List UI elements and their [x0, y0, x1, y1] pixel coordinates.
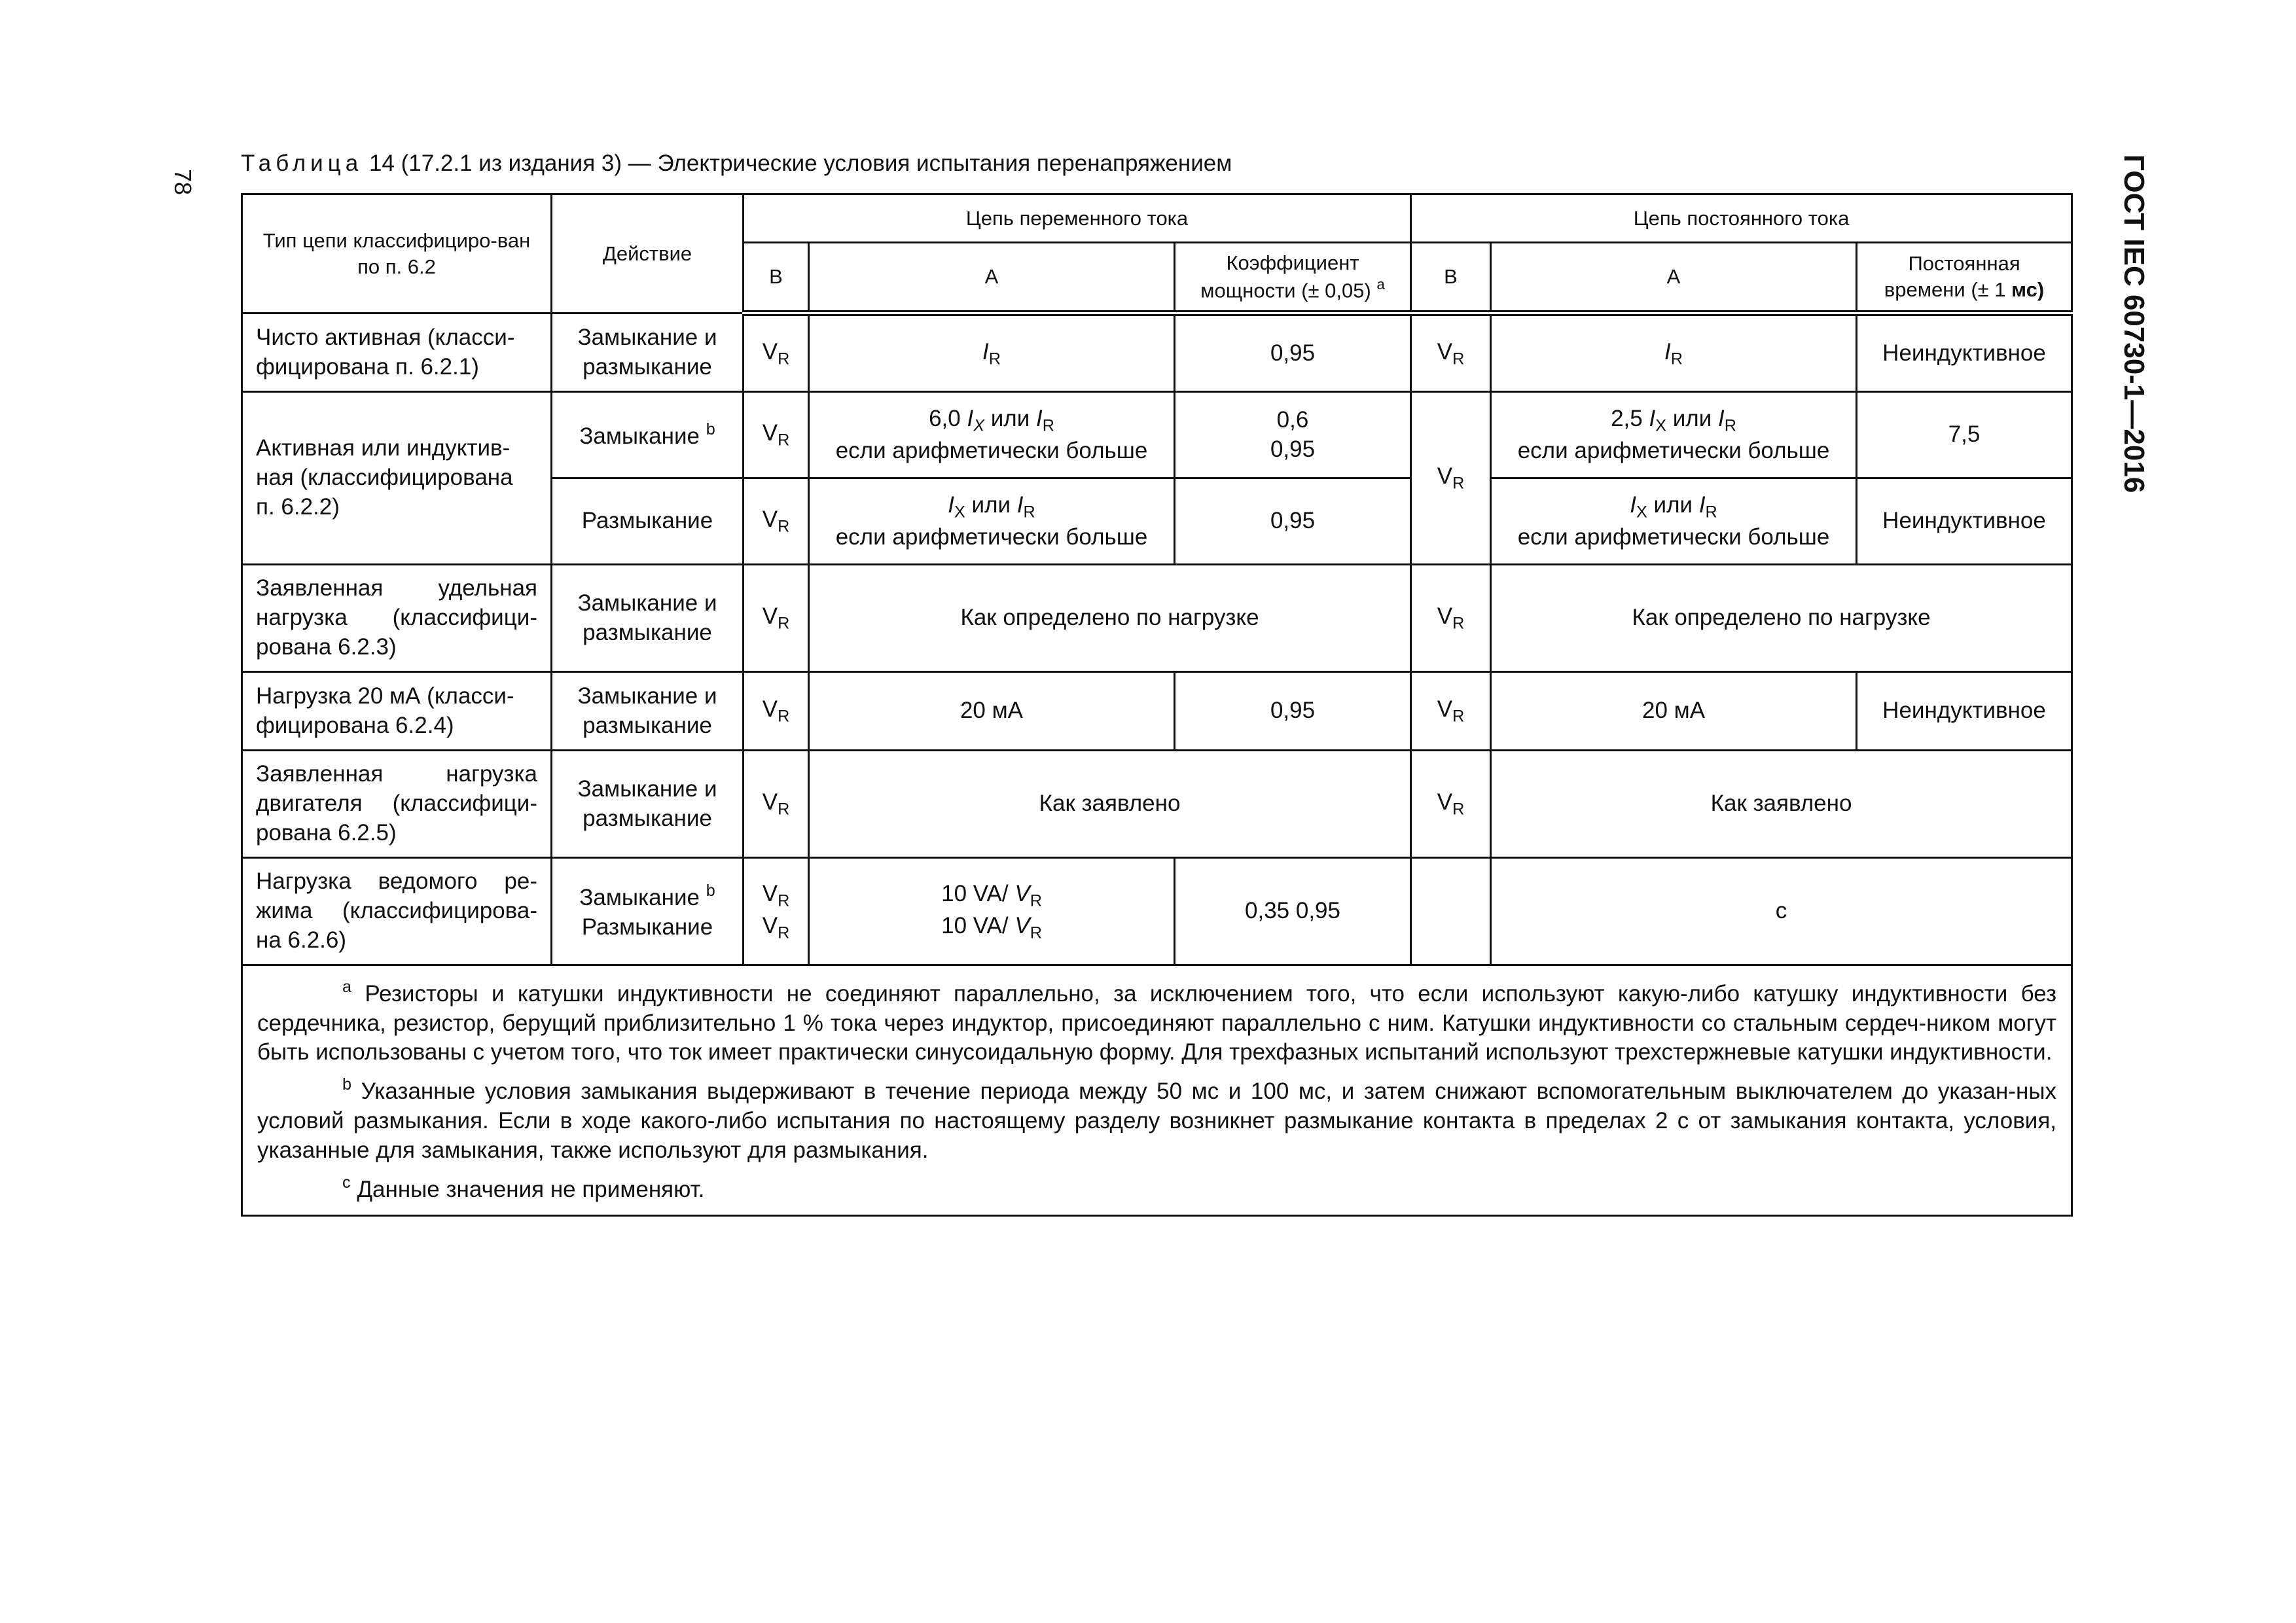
ac-power-factor-cell: 0,95 [1175, 672, 1411, 751]
table-caption [241, 151, 1232, 177]
header-ac-current: А [809, 243, 1175, 313]
ac-current-cell: $I_R$ [809, 313, 1175, 392]
header-dc-voltage: В [1411, 243, 1491, 313]
dc-time-constant-cell: Неиндуктивное [1857, 478, 2072, 565]
dc-current-cell: 2,5 $I_X$ или $I_R$ если арифметически больше [1491, 392, 1857, 478]
ac-voltage-cell: $V_R$ [744, 478, 809, 565]
ac-current-cell: $I_X$ или $I_R$ если арифметически больше [809, 478, 1175, 565]
ac-power-factor-cell: 0,35 0,95 [1175, 858, 1411, 965]
ac-voltage-cell: $V_R$ [744, 672, 809, 751]
header-ac-power-factor [1175, 243, 1411, 313]
action-cell: Замыкание и размыкание [552, 751, 744, 858]
dc-voltage-cell: $V_R$ [1411, 392, 1491, 565]
ac-voltage-cell: $V_R$ [744, 751, 809, 858]
dc-time-constant-cell: Неиндуктивное [1857, 313, 2072, 392]
action-cell: Замыкание и размыкание [552, 313, 744, 392]
ac-current-cell: 20 мА [809, 672, 1175, 751]
dc-current-cell: $I_X$ или $I_R$ если арифметически больше [1491, 478, 1857, 565]
dc-time-constant-cell: 7,5 [1857, 392, 2072, 478]
dc-voltage-cell [1411, 858, 1491, 965]
caption-title: 14 (17.2.1 из издания 3) — Электрические условия испытания перенапряжением [363, 151, 1232, 176]
dc-voltage-cell: $V_R$ [1411, 565, 1491, 672]
action-cell: Замыкание $^b$ Размыкание [552, 858, 744, 965]
table-row [242, 751, 2072, 858]
table-row [242, 672, 2072, 751]
header-ac-circuit: Цепь переменного тока [744, 194, 1411, 243]
header-dc-current: А [1491, 243, 1857, 313]
power-factor-label: Коэффициент мощности (± 0,05) [1200, 251, 1371, 302]
ac-merged-cell: Как заявлено [809, 751, 1411, 858]
footnote-c: $^c$ Данные значения не применяют. [342, 1173, 705, 1202]
table-row [242, 392, 2072, 478]
dc-current-cell: 20 мА [1491, 672, 1857, 751]
circuit-type-cell: Активная или индуктив-ная (классифицирована п. 6.2.2) [242, 392, 552, 565]
footnotes-cell [242, 965, 2072, 1216]
dc-voltage-cell: $V_R$ [1411, 751, 1491, 858]
ac-voltage-cell: $V_R$ [744, 392, 809, 478]
footnote-a: $^a$ Резисторы и катушки индуктивности не соединяют параллельно, за исключением того, что если используют какую-либо катушку индуктивности без сердечника, резистор, берущий приблизительно 1 % тока через индуктор, присоединяют параллельно с ним. Катушки индуктивности со стальным сердеч-ником могут быть использованы с учетом того, что ток имеет практически синусоидальную форму. Для трехфазных испытаний используют трехстержневые катушки индуктивности. [257, 978, 2057, 1065]
table-row [242, 565, 2072, 672]
ac-voltage-cell: $V_R$ [744, 565, 809, 672]
ac-power-factor-cell: 0,95 [1175, 478, 1411, 565]
time-constant-label: Постоянная времени (± 1 [1884, 252, 2020, 301]
circuit-type-cell: Чисто активная (класси-фицирована п. 6.2.1) [242, 313, 552, 392]
circuit-type-cell: Заявленная удельная нагрузка (классифици-рована 6.2.3) [242, 565, 552, 672]
action-cell: Замыкание $^b$ [552, 392, 744, 478]
ac-merged-cell: Как определено по нагрузке [809, 565, 1411, 672]
action-cell: Замыкание и размыкание [552, 672, 744, 751]
footnote-b: $^b$ Указанные условия замыкания выдерживают в течение периода между 50 мс и 100 мс, и затем снижают вспомогательным выключателем до указан-ных условий размыкания. Если в ходе какого-либо испытания по настоящему разделу возникнет размыкание контакта в пределах 2 с от замыкания контакта, условия, указанные для замыкания, также используют для размыкания. [257, 1075, 2057, 1163]
surge-test-table [241, 193, 2073, 1217]
page-number: 78 [170, 169, 196, 196]
ac-current-cell: 10 VA/ $V_R$ 10 VA/ $V_R$ [809, 858, 1175, 965]
ac-power-factor-cell: 0,6 0,95 [1175, 392, 1411, 478]
document-id: ГОСТ IEC 60730-1—2016 [2118, 154, 2150, 493]
ac-power-factor-cell: 0,95 [1175, 313, 1411, 392]
dc-merged-cell: Как заявлено [1491, 751, 2072, 858]
table-row [242, 858, 2072, 965]
header-action: Действие [552, 194, 744, 313]
circuit-type-cell: Заявленная нагрузка двигателя (классифици-рована 6.2.5) [242, 751, 552, 858]
power-factor-footnote-mark: a [1376, 276, 1385, 293]
caption-label: Таблица [241, 151, 363, 176]
table-row [242, 313, 2072, 392]
dc-merged-cell: Как определено по нагрузке [1491, 565, 2072, 672]
header-dc-circuit: Цепь постоянного тока [1411, 194, 2072, 243]
time-constant-unit: мс) [2011, 278, 2045, 301]
dc-merged-cell: с [1491, 858, 2072, 965]
ac-current-cell: 6,0 $I_X$ или $I_R$ если арифметически больше [809, 392, 1175, 478]
dc-voltage-cell: $V_R$ [1411, 313, 1491, 392]
dc-voltage-cell: $V_R$ [1411, 672, 1491, 751]
header-row-1 [242, 194, 2072, 243]
dc-current-cell: $I_R$ [1491, 313, 1857, 392]
action-cell: Замыкание и размыкание [552, 565, 744, 672]
footnotes-row [242, 965, 2072, 1216]
circuit-type-cell: Нагрузка ведомого ре-жима (классифицирова-на 6.2.6) [242, 858, 552, 965]
header-circuit-type: Тип цепи классифициро-ван по п. 6.2 [242, 194, 552, 313]
ac-voltage-cell: $V_R$ [744, 313, 809, 392]
circuit-type-cell: Нагрузка 20 мА (класси-фицирована 6.2.4) [242, 672, 552, 751]
header-dc-time-constant [1857, 243, 2072, 313]
action-cell: Размыкание [552, 478, 744, 565]
dc-time-constant-cell: Неиндуктивное [1857, 672, 2072, 751]
ac-voltage-cell: $V_R$ $V_R$ [744, 858, 809, 965]
header-ac-voltage: В [744, 243, 809, 313]
